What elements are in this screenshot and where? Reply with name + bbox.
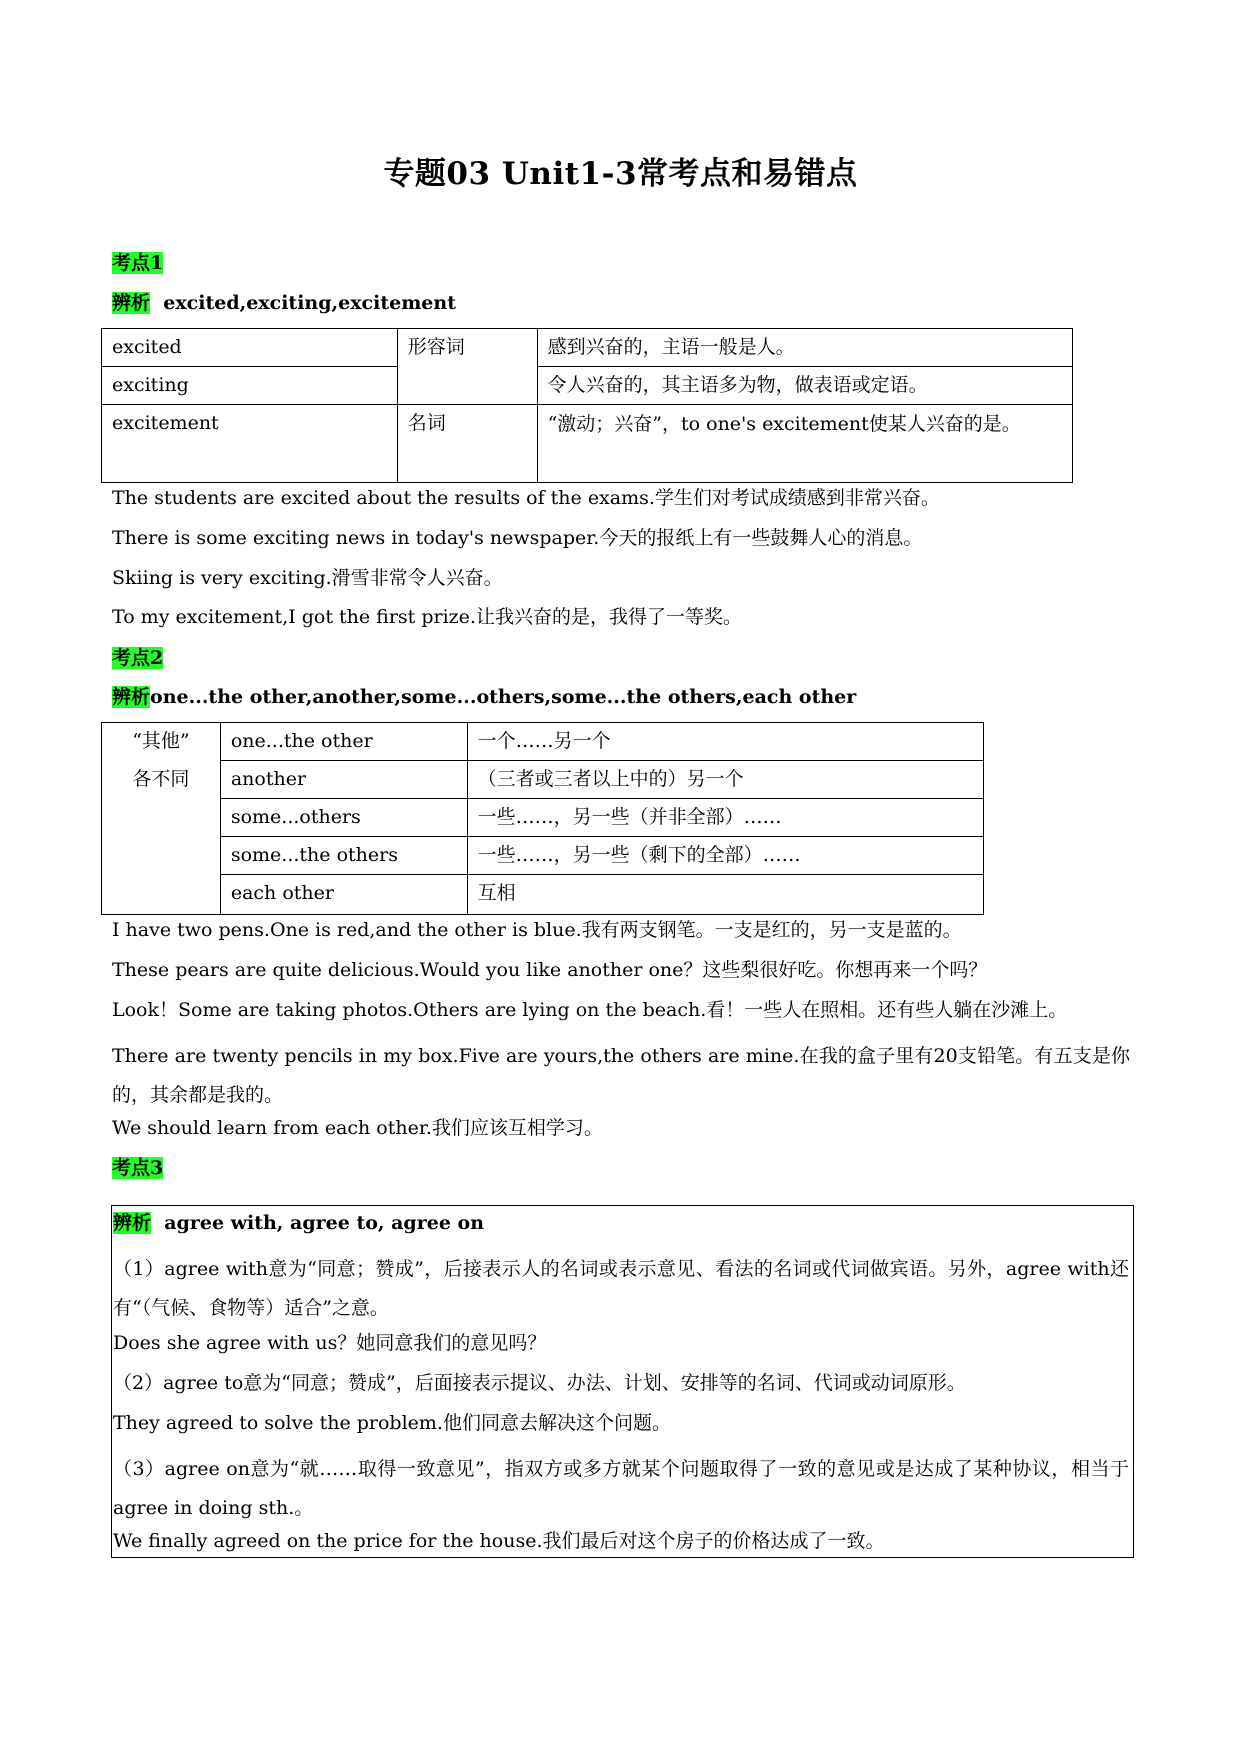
table-cell: 名词 (397, 405, 537, 483)
example-sentence: To my excitement,I got the first prize.让我兴奋的是，我得了一等奖。 (112, 606, 742, 628)
analysis-label: 辨析 (112, 292, 151, 314)
table-cell: 互相 (467, 875, 983, 915)
analysis-topic: agree with, agree to, agree on (164, 1212, 485, 1234)
section-3-label: 考点3 (112, 1157, 164, 1179)
table-cell: 形容词 (397, 329, 537, 405)
example-sentence: We should learn from each other.我们应该互相学习。 (112, 1117, 603, 1139)
table-cell: excitement (102, 405, 398, 483)
table-cell: 一些……，另一些（并非全部）…… (467, 799, 983, 837)
example-sentence: Does she agree with us？她同意我们的意见吗？ (113, 1332, 547, 1354)
table-cell: some...the others (220, 837, 467, 875)
table-1 (101, 328, 1073, 483)
example-sentence: Skiing is very exciting.滑雪非常令人兴奋。 (112, 567, 503, 589)
cell-text: “其他” (132, 730, 190, 752)
explanation-line: （3）agree on意为“就……取得一致意见”，指双方或多方就某个问题取得了一致的意见或是达成了某种协议，相当于agree in doing sth.。 (113, 1458, 1129, 1519)
table-cell: 一个……另一个 (467, 723, 983, 761)
section-3-box (111, 1205, 1134, 1558)
analysis-topic: one...the other,another,some...others,some...the others,each other (150, 686, 857, 708)
table-cell: another (220, 761, 467, 799)
example-sentence: They agreed to solve the problem.他们同意去解决这个问题。 (113, 1412, 671, 1434)
table-cell: exciting (102, 367, 398, 405)
analysis-label: 辨析 (112, 686, 151, 708)
table-2 (101, 722, 984, 915)
example-sentence: These pears are quite delicious.Would you like another one？这些梨很好吃。你想再来一个吗？ (112, 959, 988, 981)
section-2-analysis (112, 684, 856, 710)
table-cell: excited (102, 329, 398, 367)
analysis-topic: excited,exciting,excitement (163, 292, 456, 314)
example-sentence: The students are excited about the results of the exams.学生们对考试成绩感到非常兴奋。 (112, 487, 940, 509)
section-2-heading (112, 645, 163, 671)
example-sentence: There is some exciting news in today's newspaper.今天的报纸上有一些鼓舞人心的消息。 (112, 527, 923, 549)
page-title: 专题03 Unit1-3常考点和易错点 (383, 156, 858, 192)
table-cell: 令人兴奋的，其主语多为物，做表语或定语。 (537, 367, 1072, 405)
section-2-label: 考点2 (112, 647, 164, 669)
section-3-analysis (113, 1210, 484, 1236)
analysis-label: 辨析 (113, 1212, 152, 1234)
table-cell: 感到兴奋的，主语一般是人。 (537, 329, 1072, 367)
table-cell (102, 723, 221, 915)
table-cell: each other (220, 875, 467, 915)
example-sentence: Look！Some are taking photos.Others are lying on the beach.看！一些人在照相。还有些人躺在沙滩上。 (112, 999, 1068, 1021)
table-cell: “激动；兴奋”，to one's excitement使某人兴奋的是。 (537, 405, 1072, 483)
example-sentence: I have two pens.One is red,and the other is blue.我有两支钢笔。一支是红的，另一支是蓝的。 (112, 919, 962, 941)
section-1-label: 考点1 (112, 252, 164, 274)
table-cell: （三者或三者以上中的）另一个 (467, 761, 983, 799)
example-sentence: There are twenty pencils in my box.Five are yours,the others are mine.在我的盒子里有20支铅笔。有五支是你的，其余都是我的。 (112, 1045, 1130, 1106)
table-cell: some...others (220, 799, 467, 837)
explanation-line: （1）agree with意为“同意；赞成”，后接表示人的名词或表示意见、看法的名词或代词做宾语。另外，agree with还有“（气候、食物等）适合”之意。 (113, 1258, 1129, 1319)
section-3-heading (112, 1155, 163, 1181)
cell-text: 各不同 (132, 768, 190, 790)
section-1-heading (112, 250, 163, 276)
explanation-line: （2）agree to意为“同意；赞成”，后面接表示提议、办法、计划、安排等的名词、代词或动词原形。 (113, 1372, 966, 1394)
table-cell: one...the other (220, 723, 467, 761)
example-sentence: We finally agreed on the price for the house.我们最后对这个房子的价格达成了一致。 (113, 1530, 885, 1552)
section-1-analysis (112, 290, 456, 316)
table-cell: 一些……，另一些（剩下的全部）…… (467, 837, 983, 875)
